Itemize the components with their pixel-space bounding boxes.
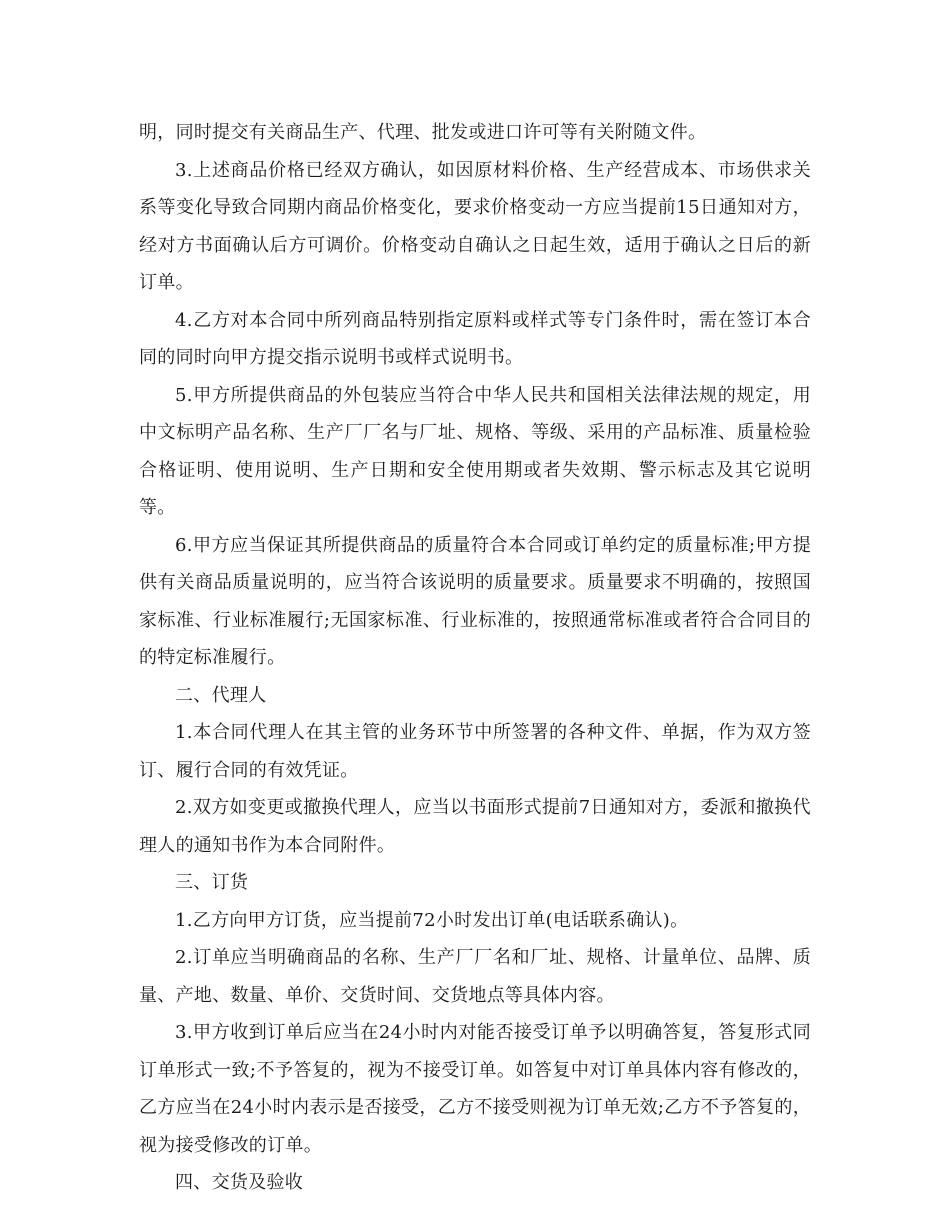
document-body [139,114,811,1202]
ordering-clause-1: 1.乙方向甲方订货，应当提前72小时发出订单(电话联系确认)。 [175,909,689,931]
clause-4-specifications: 4.乙方对本合同中所列商品特别指定原料或样式等专门条件时，需在签订本合同的同时向甲方提交指示说明书或样式说明书。 [139,309,811,368]
agent-clause-1: 1.本合同代理人在其主管的业务环节中所签署的各种文件、单据，作为双方签订、履行合同的有效凭证。 [139,722,811,781]
ordering-clause-2: 2.订单应当明确商品的名称、生产厂厂名和厂址、规格、计量单位、品牌、质量、产地、数量、单价、交货时间、交货地点等具体内容。 [139,947,811,1006]
paragraph-continuation: 明，同时提交有关商品生产、代理、批发或进口许可等有关附随文件。 [139,122,707,143]
section-heading-agent: 二、代理人 [175,684,267,706]
clause-5-packaging: 5.甲方所提供商品的外包装应当符合中华人民共和国相关法律法规的规定，用中文标明产品名称、生产厂厂名与厂址、规格、等级、采用的产品标准、质量检验合格证明、使用说明、生产日期和安全使用期或者失效期、警示标志及其它说明等。 [139,384,811,518]
ordering-clause-3: 3.甲方收到订单后应当在24小时内对能否接受订单予以明确答复，答复形式同订单形式一致;不予答复的，视为不接受订单。如答复中对订单具体内容有修改的，乙方应当在24小时内表示是否接受，乙方不接受则视为订单无效;乙方不予答复的，视为接受修改的订单。 [139,1022,811,1156]
clause-3-price: 3.上述商品价格已经双方确认，如因原材料价格、生产经营成本、市场供求关系等变化导致合同期内商品价格变化，要求价格变动一方应当提前15日通知对方，经对方书面确认后方可调价。价格变动自确认之日起生效，适用于确认之日后的新订单。 [139,159,811,293]
clause-6-quality: 6.甲方应当保证其所提供商品的质量符合本合同或订单约定的质量标准;甲方提供有关商品质量说明的，应当符合该说明的质量要求。质量要求不明确的，按照国家标准、行业标准履行;无国家标准、行业标准的，按照通常标准或者符合合同目的的特定标准履行。 [139,534,811,668]
section-heading-delivery: 四、交货及验收 [175,1172,304,1193]
agent-clause-2: 2.双方如变更或撤换代理人，应当以书面形式提前7日通知对方，委派和撤换代理人的通知书作为本合同附件。 [139,797,811,856]
section-heading-ordering: 三、订货 [175,872,249,893]
